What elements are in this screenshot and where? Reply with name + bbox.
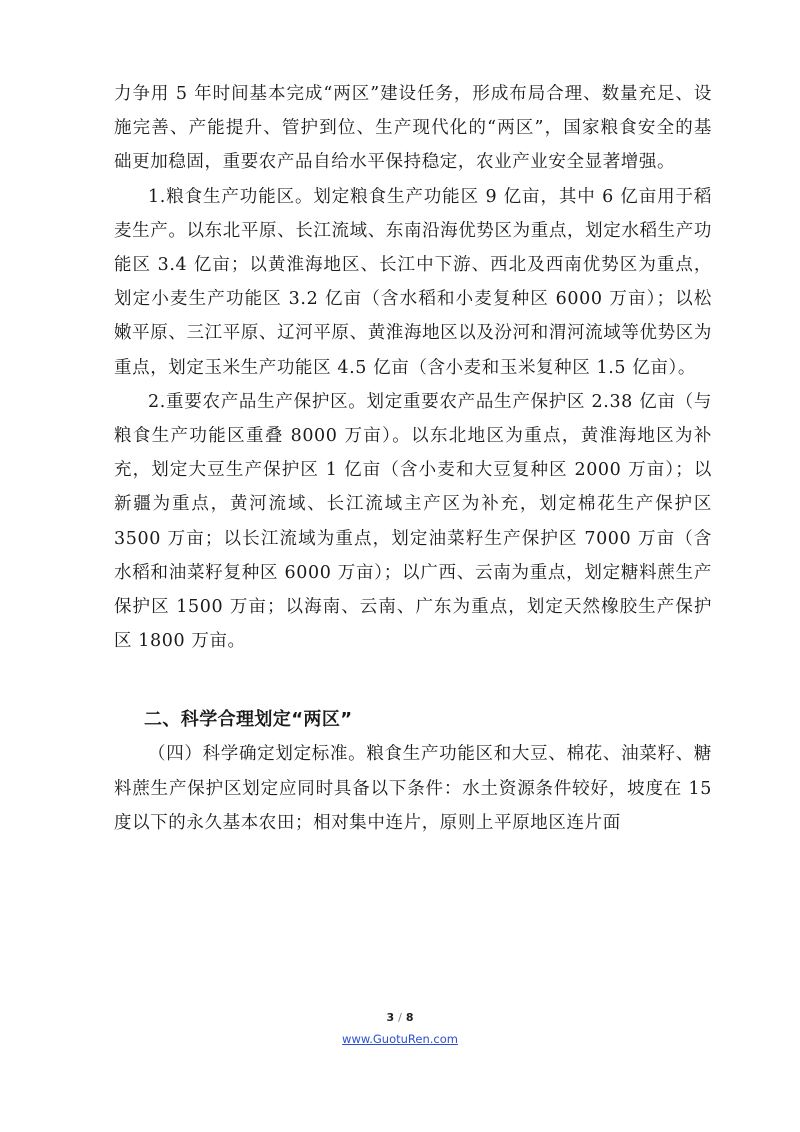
- page-number: [0, 1011, 800, 1024]
- body-paragraph: 力争用 5 年时间基本完成“两区”建设任务，形成布局合理、数量充足、设施完善、产能提升、管护到位、生产现代化的“两区”，国家粮食安全的基础更加稳固，重要农产品自给水平保持稳定，农业产业安全显著增强。: [114, 84, 712, 173]
- grain-zone-paragraph: 1.粮食生产功能区。划定粮食生产功能区 9 亿亩，其中 6 亿亩用于稻麦生产。以东北平原、长江流域、东南沿海优势区为重点，划定水稻生产功能区 3.4 亿亩；以黄淮海地区、长江中下游、西北及西南优势区为重点，划定小麦生产功能区 3.2 亿亩（含水稻和小麦复种区 6000 万亩）；以松嫩平原、三江平原、辽河平原、黄淮海地区以及汾河和渭河流域等优势区为重点，划定玉米生产功能区 4.5 亿亩（含小麦和玉米复种区 1.5 亿亩）。: [114, 186, 712, 378]
- section-heading: 二、科学合理划定“两区”: [144, 709, 353, 731]
- document-body: [114, 77, 712, 840]
- protection-zone-paragraph: 2.重要农产品生产保护区。划定重要农产品生产保护区 2.38 亿亩（与粮食生产功能区重叠 8000 万亩）。以东北地区为重点，黄淮海地区为补充，划定大豆生产保护区 1 亿亩（含小麦和大豆复种区 2000 万亩）；以新疆为重点，黄河流域、长江流域主产区为补充，划定棉花生产保护区 3500 万亩；以长江流域为重点，划定油菜籽生产保护区 7000 万亩（含水稻和油菜籽复种区 6000 万亩）；以广西、云南为重点，划定糖料蔗生产保护区 1500 万亩；以海南、云南、广东为重点，划定天然橡胶生产保护区 1800 万亩。: [114, 391, 712, 652]
- page-separator: /: [398, 1011, 402, 1024]
- current-page-number: 3: [386, 1011, 395, 1024]
- section-paragraph: （四）科学确定划定标准。粮食生产功能区和大豆、棉花、油菜籽、糖料蔗生产保护区划定应同时具备以下条件：水土资源条件较好，坡度在 15 度以下的永久基本农田；相对集中连片，原则上平原地区连片面: [114, 744, 712, 833]
- total-pages-number: 8: [405, 1011, 414, 1024]
- website-link[interactable]: www.GuotuRen.com: [342, 1032, 458, 1046]
